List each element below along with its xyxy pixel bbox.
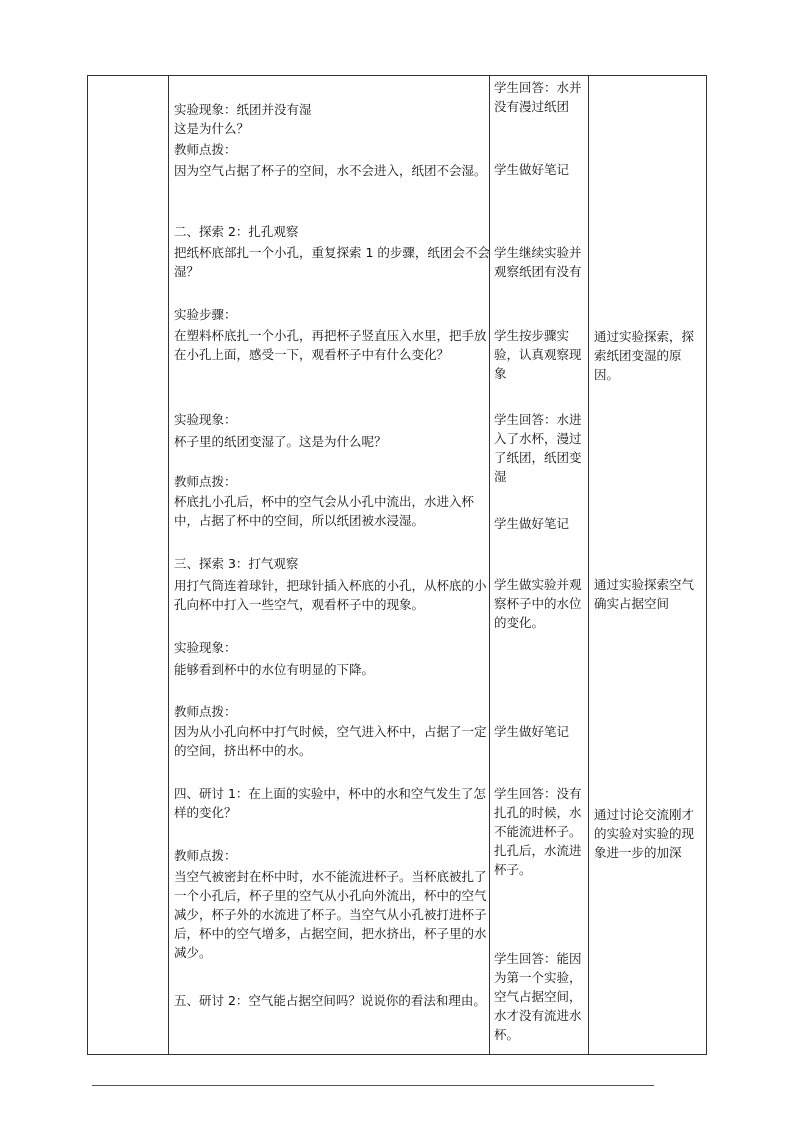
student-response: 学生回答：水进入了水杯，漫过了纸团，纸团变湿 (494, 412, 582, 484)
section-heading: 二、探索 2：扎孔观察 (174, 224, 299, 239)
lesson-table (87, 75, 707, 1055)
student-response: 学生回答：水并没有漫过纸团 (494, 80, 582, 114)
student-response: 学生做好笔记 (494, 516, 570, 531)
student-response: 学生按步骤实验，认真观察现象 (494, 328, 582, 381)
steps-text: 在塑料杯底扎一个小孔，再把杯子竖直压入水里，把手放在小孔上面，感受一下，观看杯子中有什么变化？ (174, 328, 487, 362)
teacher-tip-label: 教师点拨： (174, 474, 237, 489)
student-response: 学生回答：没有扎孔的时候，水不能流进杯子。扎孔后，水流进杯子。 (494, 786, 582, 877)
design-intent: 通过讨论交流刚才的实验对实验的现象进一步的加深 (594, 807, 695, 860)
section-heading: 五、研讨 2：空气能占据空间吗？说说你的看法和理由。 (174, 993, 486, 1008)
activity-text: 把纸杯底部扎一个小孔，重复探索 1 的步骤，纸团会不会湿？ (174, 245, 490, 279)
teacher-tip-label: 教师点拨： (174, 142, 237, 157)
teacher-tip-text: 杯底扎小孔后，杯中的空气会从小孔中流出，水进入杯中，占据了杯中的空间，所以纸团被水浸湿。 (174, 494, 475, 528)
teacher-tip-label: 教师点拨： (174, 704, 237, 719)
design-intent: 通过实验探索，探索纸团变湿的原因。 (594, 329, 695, 382)
student-response: 学生回答：能因为第一个实验，空气占据空间，水才没有流进水杯。 (494, 951, 582, 1042)
steps-label: 实验步骤： (174, 307, 237, 322)
activity-text: 用打气筒连着球针，把球针插入杯底的小孔，从杯底的小孔向杯中打入一些空气，观看杯子中的现象。 (174, 578, 487, 612)
observation-text: 杯子里的纸团变湿了。这是为什么呢？ (174, 434, 387, 449)
observation-label: 实验现象： (174, 640, 237, 655)
student-response: 学生做实验并观察杯子中的水位的变化。 (494, 577, 582, 630)
teacher-tip-text: 因为空气占据了杯子的空间，水不会进入，纸团不会湿。 (174, 163, 487, 178)
student-response: 学生做好笔记 (494, 724, 570, 739)
design-intent-column (88, 76, 708, 1054)
student-response: 学生做好笔记 (494, 162, 570, 177)
section-heading: 三、探索 3：打气观察 (174, 556, 299, 571)
teacher-tip-text: 因为从小孔向杯中打气时候，空气进入杯中，占据了一定的空间，挤出杯中的水。 (174, 724, 487, 758)
footer-rule (92, 1085, 654, 1086)
observation-result: 实验现象：纸团并没有湿 (174, 102, 312, 117)
observation-label: 实验现象： (174, 412, 237, 427)
student-response: 学生继续实验并观察纸团有没有 (494, 245, 582, 279)
section-heading: 四、研讨 1：在上面的实验中，杯中的水和空气发生了怎样的变化？ (174, 786, 486, 820)
teacher-tip-label: 教师点拨： (174, 848, 237, 863)
design-intent: 通过实验探索空气确实占据空间 (594, 577, 695, 611)
teacher-tip-text: 当空气被密封在杯中时，水不能流进杯子。当杯底被扎了一个小孔后，杯子里的空气从小孔向外流出，杯中的空气减少，杯子外的水流进了杯子。当空气从小孔被打进杯子后，杯中的空气增多，占据空间，把水挤出，杯子里的水减少。 (174, 869, 487, 960)
question-text: 这是为什么？ (174, 121, 250, 136)
observation-text: 能够看到杯中的水位有明显的下降。 (174, 662, 375, 677)
